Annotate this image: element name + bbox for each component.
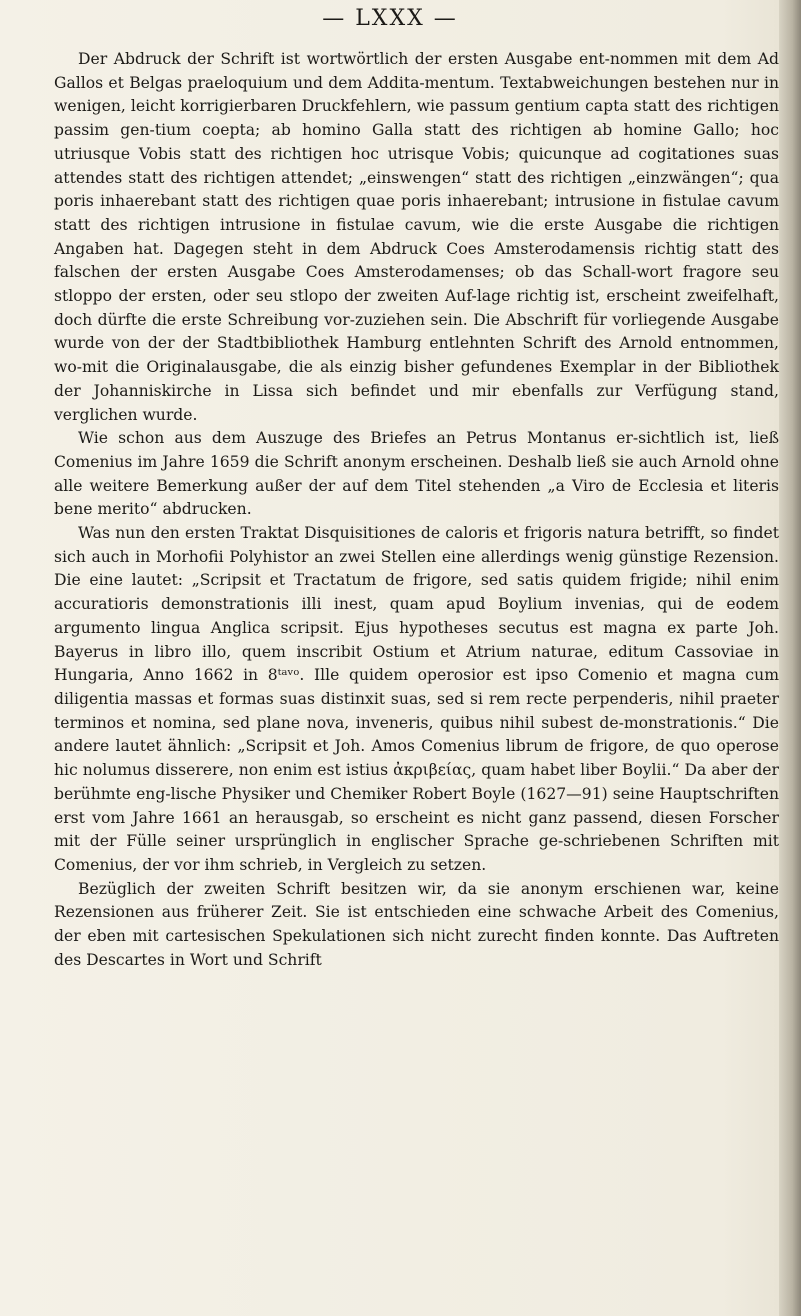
page-edge-shadow <box>779 0 801 1316</box>
paragraph-3: Was nun den ersten Traktat Disquisitiones de caloris et frigoris natura betrifft, so findet sich auch in Morhofii Polyhistor an zwei Stellen eine allerdings wenig günstige Rezension. Die eine lautet: „Scripsit et Tractatum de frigore, sed satis quidem frigide; nihil enim accuratioris demonstrationis illi inest, quam apud Boylium invenias, qui de eodem argumento lingua Anglica scripsit. Ejus hypotheses secutus est magna ex parte Joh. Bayerus in libro illo, quem inscribit Ostium et Atrium naturae, editum Cassoviae in Hungaria, Anno 1662 in 8ᵗᵃᵛᵒ. Ille quidem operosior est ipso Comenio et magna cum diligentia massas et formas suas distinxit suas, sed si rem recte perpenderis, nihil praeter terminos et nomina, sed plane nova, inveneris, quibus nihil subest de-monstrationis.“ Die andere lautet ähnlich: „Scripsit et Joh. Amos Comenius librum de frigore, de quo operose hic nolumus disserere, non enim est istius ἀκριβείας, quam habet liber Boylii.“ Da aber der berühmte eng-lische Physiker und Chemiker Robert Boyle (1627—91) seine Hauptschriften erst vom Jahre 1661 an herausgab, so erscheint es nicht ganz passend, diesen Forscher mit der Fülle seiner ursprünglich in englischer Sprache ge-schriebenen Schriften mit Comenius, der vor ihm schrieb, in Vergleich zu setzen. <box>54 524 779 874</box>
paragraph-1: Der Abdruck der Schrift ist wortwörtlich der ersten Ausgabe ent-nommen mit dem Ad Gallos et Belgas praeloquium und dem Addita-mentum. Textabweichungen bestehen nur in wenigen, leicht korrigierbaren Druckfehlern, wie passum gentium capta statt des richtigen passim gen-tium coepta; ab homino Galla statt des richtigen ab homine Gallo; hoc utriusque Vobis statt des richtigen hoc utrisque Vobis; quicunque ad cogitationes suas attendes statt des richtigen attendet; „einswengen“ statt des richtigen „einzwängen“; qua poris inhaerebant statt des richtigen quae poris inhaerebant; intrusione in fistulae cavum statt des richtigen intrusione in fistulae cavum, wie die erste Ausgabe die richtigen Angaben hat. Dagegen steht in dem Abdruck Coes Amsterodamensis richtig statt des falschen der ersten Ausgabe Coes Amsterodamenses; ob das Schall-wort fragore seu stloppo der ersten, oder seu stlopo der zweiten Auf-lage richtig ist, erscheint zweifelhaft, doch dürfte die erste Schreibung vor-zuziehen sein. Die Abschrift für vorliegende Ausgabe wurde von der der Stadtbibliothek Hamburg entlehnten Schrift des Arnold entnommen, wo-mit die Originalausgabe, die als einzig bisher gefundenes Exemplar in der Bibliothek der Johanniskirche in Lissa sich befindet und mir ebenfalls zur Verfügung stand, verglichen wurde. <box>54 50 779 424</box>
paragraph-4: Bezüglich der zweiten Schrift besitzen wir, da sie anonym erschienen war, keine Rezensionen aus früherer Zeit. Sie ist entschieden eine schwache Arbeit des Comenius, der eben mit cartesischen Spekulationen sich nicht zurecht finden konnte. Das Auftreten des Descartes in Wort und Schrift <box>54 879 779 969</box>
paragraph-2: Wie schon aus dem Auszuge des Briefes an Petrus Montanus er-sichtlich ist, ließ Comenius im Jahre 1659 die Schrift anonym erscheinen. Deshalb ließ sie auch Arnold ohne alle weitere Bemerkung außer der auf dem Titel stehenden „a Viro de Ecclesia et literis bene merito“ abdrucken. <box>54 429 779 519</box>
page-number-header: — LXXX — <box>322 6 458 31</box>
body-text <box>54 48 779 972</box>
